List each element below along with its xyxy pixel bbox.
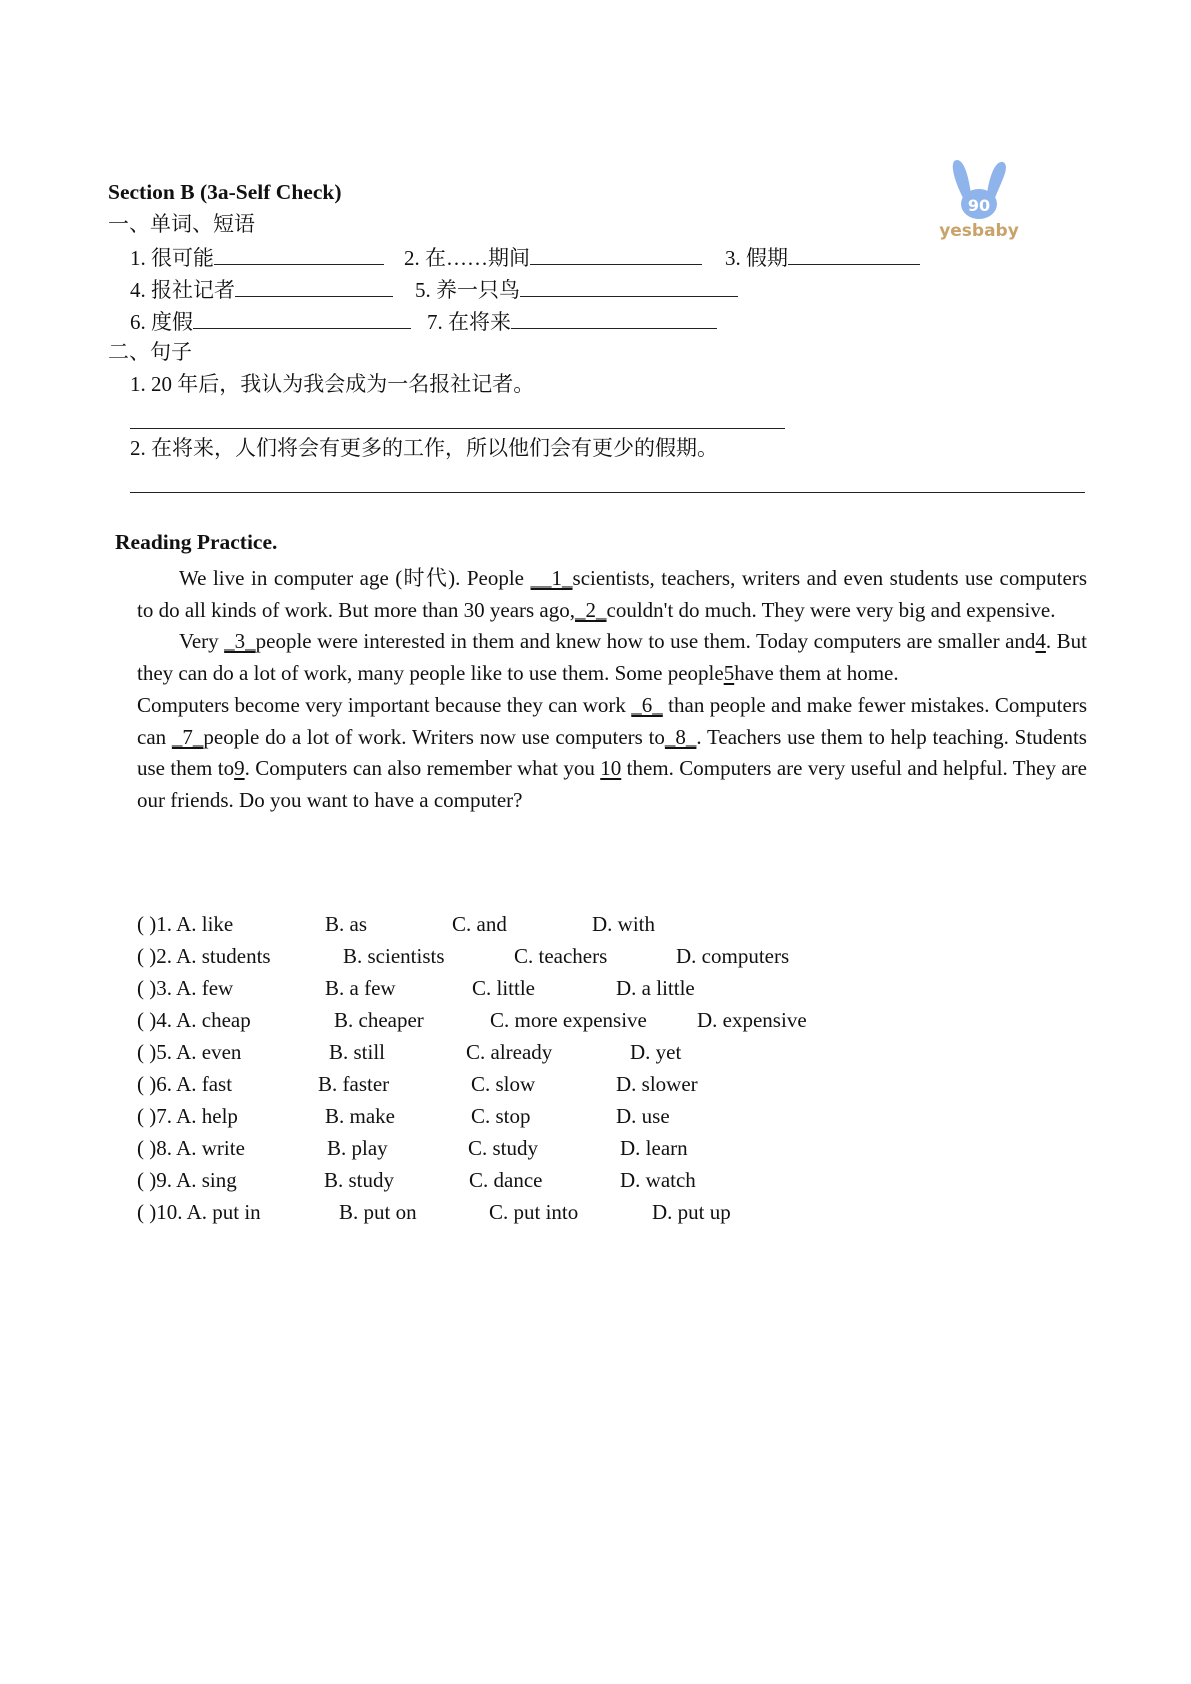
answer-blank[interactable] bbox=[214, 246, 384, 265]
section-title: Section B (3a-Self Check) bbox=[108, 180, 342, 204]
option-c[interactable]: C. put into bbox=[489, 1200, 579, 1224]
question-stem[interactable]: ( )7. A. help bbox=[137, 1104, 238, 1128]
option-b[interactable]: B. make bbox=[325, 1104, 395, 1128]
yesbaby-logo bbox=[935, 158, 1025, 240]
option-d[interactable]: D. put up bbox=[652, 1200, 731, 1224]
passage-text: have them at home. bbox=[734, 661, 899, 686]
option-c[interactable]: C. stop bbox=[471, 1104, 531, 1128]
part2-heading: 二、句子 bbox=[108, 340, 192, 364]
blank-9: 9 bbox=[234, 756, 245, 781]
answer-blank[interactable] bbox=[193, 310, 411, 329]
option-c[interactable]: C. already bbox=[466, 1040, 553, 1064]
blank-6: _6_ bbox=[631, 692, 663, 717]
blank-3: _3_ bbox=[224, 629, 256, 654]
option-d[interactable]: D. yet bbox=[630, 1040, 682, 1064]
paragraph-1 bbox=[137, 563, 1087, 626]
option-c[interactable]: C. more expensive bbox=[490, 1008, 647, 1032]
passage-text: Computers become very important because they can work bbox=[137, 692, 632, 717]
question-stem[interactable]: ( )1. A. like bbox=[137, 912, 234, 936]
option-c[interactable]: C. and bbox=[452, 912, 507, 936]
vocab-item-1 bbox=[130, 246, 384, 269]
question-stem[interactable]: ( )2. A. students bbox=[137, 944, 271, 968]
reading-title: Reading Practice. bbox=[115, 530, 278, 554]
blank-5: 5 bbox=[723, 661, 735, 686]
vocab-label: 3. 假期 bbox=[725, 246, 788, 270]
answer-blank[interactable] bbox=[235, 278, 393, 297]
blank-10: 10 bbox=[600, 756, 622, 781]
blank-7: _7_ bbox=[171, 724, 204, 749]
passage-text: people were interested in them and knew how to use them. Today computers are smaller and bbox=[255, 629, 1036, 654]
vocab-label: 5. 养一只鸟 bbox=[415, 278, 520, 302]
vocab-item-2 bbox=[404, 246, 702, 269]
vocab-label: 1. 很可能 bbox=[130, 246, 214, 270]
answer-blank[interactable] bbox=[520, 278, 738, 297]
option-b[interactable]: B. play bbox=[327, 1136, 388, 1160]
option-d[interactable]: D. slower bbox=[616, 1072, 698, 1096]
option-d[interactable]: D. watch bbox=[620, 1168, 696, 1192]
blank-2: _2_ bbox=[575, 597, 607, 622]
question-stem[interactable]: ( )6. A. fast bbox=[137, 1072, 233, 1096]
question-stem[interactable]: ( )9. A. sing bbox=[137, 1168, 237, 1192]
question-stem[interactable]: ( )5. A. even bbox=[137, 1040, 242, 1064]
passage-text: people do a lot of work. Writers now use computers to bbox=[203, 724, 665, 749]
question-stem[interactable]: ( )4. A. cheap bbox=[137, 1008, 251, 1032]
option-b[interactable]: B. as bbox=[325, 912, 367, 936]
sentence-1: 1. 20 年后，我认为我会成为一名报社记者。 bbox=[130, 372, 535, 396]
reading-passage bbox=[137, 563, 1087, 817]
option-d[interactable]: D. expensive bbox=[697, 1008, 807, 1032]
passage-text: . Teachers use them to help teaching. Students use them to bbox=[137, 724, 1087, 781]
logo-text: yesbaby bbox=[939, 221, 1019, 240]
option-d[interactable]: D. a little bbox=[616, 976, 695, 1000]
passage-text: scientists, teachers, writers and even students use computers to do all kinds of work. But more than 30 years ago, bbox=[137, 566, 1087, 622]
vocab-label: 6. 度假 bbox=[130, 310, 193, 334]
option-c[interactable]: C. little bbox=[472, 976, 535, 1000]
answer-blank[interactable] bbox=[788, 246, 920, 265]
question-stem[interactable]: ( )8. A. write bbox=[137, 1136, 245, 1160]
answer-blank[interactable] bbox=[511, 310, 717, 329]
sentence-2-answer-line[interactable] bbox=[130, 492, 1085, 493]
blank-4: 4 bbox=[1035, 629, 1046, 654]
option-c[interactable]: C. slow bbox=[471, 1072, 536, 1096]
option-d[interactable]: D. learn bbox=[620, 1136, 688, 1160]
blank-8: _8_ bbox=[664, 724, 697, 749]
blank-1: __1_ bbox=[530, 566, 573, 590]
passage-text: . Computers can also remember what you bbox=[244, 756, 601, 781]
vocab-label: 4. 报社记者 bbox=[130, 278, 235, 302]
logo-glyph: 90 bbox=[967, 196, 991, 215]
option-d[interactable]: D. computers bbox=[676, 944, 790, 968]
sentence-2: 2. 在将来，人们将会有更多的工作，所以他们会有更少的假期。 bbox=[130, 436, 718, 460]
option-b[interactable]: B. still bbox=[329, 1040, 386, 1064]
option-c[interactable]: C. study bbox=[468, 1136, 539, 1160]
option-b[interactable]: B. study bbox=[324, 1168, 395, 1192]
option-d[interactable]: D. with bbox=[592, 912, 655, 936]
option-b[interactable]: B. cheaper bbox=[334, 1008, 424, 1032]
vocab-item-5 bbox=[415, 278, 738, 301]
question-stem[interactable]: ( )10. A. put in bbox=[137, 1200, 261, 1224]
paragraph-2 bbox=[137, 626, 1087, 689]
passage-text: . But they can do a lot of work, many people like to use them. Some people bbox=[137, 629, 1087, 686]
option-b[interactable]: B. put on bbox=[339, 1200, 417, 1224]
option-b[interactable]: B. a few bbox=[325, 976, 396, 1000]
passage-text: We live in computer age (时代). People bbox=[179, 566, 531, 590]
option-c[interactable]: C. dance bbox=[469, 1168, 543, 1192]
answer-blank[interactable] bbox=[530, 246, 702, 265]
part1-heading: 一、单词、短语 bbox=[108, 212, 255, 236]
passage-text: them. Computers are very useful and helpful. They are our friends. Do you want to have a computer? bbox=[137, 756, 1087, 812]
sentence-1-answer-line[interactable] bbox=[130, 428, 785, 429]
vocab-label: 7. 在将来 bbox=[427, 310, 511, 334]
passage-text: couldn't do much. They were very big and expensive. bbox=[606, 597, 1056, 622]
vocab-item-3 bbox=[725, 246, 920, 269]
option-b[interactable]: B. faster bbox=[318, 1072, 390, 1096]
vocab-item-4 bbox=[130, 278, 393, 301]
option-c[interactable]: C. teachers bbox=[514, 944, 608, 968]
option-b[interactable]: B. scientists bbox=[343, 944, 445, 968]
vocab-item-7 bbox=[427, 310, 717, 333]
vocab-item-6 bbox=[130, 310, 411, 333]
option-d[interactable]: D. use bbox=[616, 1104, 670, 1128]
passage-text: Very bbox=[179, 629, 225, 654]
passage-text: than people and make fewer mistakes. Computers can bbox=[137, 692, 1088, 749]
vocab-label: 2. 在……期间 bbox=[404, 246, 530, 270]
question-stem[interactable]: ( )3. A. few bbox=[137, 976, 234, 1000]
paragraph-3 bbox=[137, 690, 1087, 817]
